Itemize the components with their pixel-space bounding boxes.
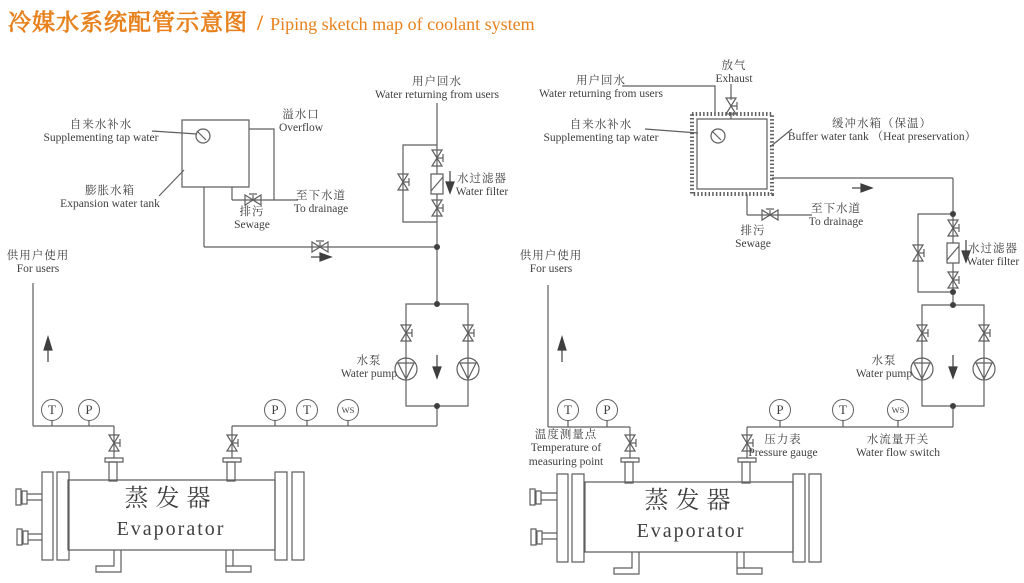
label-zh: 用户回水 xyxy=(412,76,462,88)
label-en: Water returning from users xyxy=(375,89,499,102)
gauge-water-switch xyxy=(887,399,909,421)
float-valve-icon xyxy=(196,129,210,143)
label-zh: 水泵 xyxy=(356,355,382,367)
left-diagram xyxy=(16,103,479,572)
label-en: Water returning from users xyxy=(539,88,663,101)
label-zh: 供用户使用 xyxy=(6,250,70,262)
gauge-water-switch xyxy=(337,399,359,421)
gauge-letter: T xyxy=(564,402,572,417)
temperature-point-label xyxy=(529,429,603,469)
gauge-pressure xyxy=(264,399,286,421)
water-pump-label-right xyxy=(856,355,912,382)
label-en: Evaporator xyxy=(636,519,746,542)
gauge-letter: WS xyxy=(891,405,905,415)
gauge-temperature xyxy=(832,399,854,421)
label-en: Pressure gauge xyxy=(748,447,818,460)
label-zh: 水流量开关 xyxy=(866,434,930,446)
label-zh: 水过滤器 xyxy=(967,243,1018,255)
gauge-letter: P xyxy=(603,402,611,417)
valve-icon xyxy=(625,98,990,451)
user-return-label-left xyxy=(375,76,499,103)
vessel-leg xyxy=(96,550,121,572)
evaporator-label-left xyxy=(117,486,226,541)
label-en: Expansion water tank xyxy=(60,198,160,211)
label-en: Supplementing tap water xyxy=(43,132,159,145)
for-users-label-right xyxy=(520,250,583,277)
label-en: For users xyxy=(16,263,60,276)
label-en: For users xyxy=(529,263,573,276)
supplement-label-right xyxy=(544,119,659,146)
label-en: Exhaust xyxy=(715,73,753,86)
gauge-pressure xyxy=(596,399,618,421)
label-zh: 压力表 xyxy=(764,434,802,446)
label-zh: 蒸发器 xyxy=(644,488,738,514)
label-zh: 自来水补水 xyxy=(569,119,633,131)
label-zh: 缓冲水箱（保温） xyxy=(831,118,932,130)
for-users-label-left xyxy=(7,250,70,277)
water-filter-icon xyxy=(947,243,959,263)
gauge-temperature xyxy=(557,399,579,421)
label-en: Evaporator xyxy=(116,517,226,540)
drainage-label-left xyxy=(294,190,348,217)
title-divider: / xyxy=(257,10,264,35)
supplement-label-left xyxy=(44,119,159,146)
pressure-gauge-label xyxy=(748,434,817,461)
label-zh: 供用户使用 xyxy=(519,250,583,262)
label-en: Temperature of xyxy=(530,442,602,455)
side-nozzle xyxy=(16,489,42,545)
label-en: Buffer water tank （Heat preservation） xyxy=(787,131,977,144)
overflow-label xyxy=(279,109,323,136)
label-en: To drainage xyxy=(808,216,864,229)
gauge-letter: P xyxy=(271,402,279,417)
gauge-temperature xyxy=(296,399,318,421)
label-en: Water flow switch xyxy=(855,447,941,460)
side-nozzle xyxy=(530,489,557,545)
gauge-letter: T xyxy=(839,402,847,417)
water-filter-icon xyxy=(431,174,443,194)
gauge-letter: T xyxy=(303,402,311,417)
vessel-leg xyxy=(614,552,639,574)
label-zh: 温度测量点 xyxy=(534,429,598,441)
expansion-tank xyxy=(182,120,249,187)
label-en: Water pump xyxy=(855,368,913,381)
flow-arrow xyxy=(558,184,970,378)
sewage-label-right xyxy=(735,225,771,252)
label-zh: 用户回水 xyxy=(576,75,626,87)
gauge-pressure xyxy=(769,399,791,421)
sewage-label-left xyxy=(234,206,270,233)
label-en: Overflow xyxy=(278,122,324,135)
gauge-letter: WS xyxy=(341,405,355,415)
label-en: Supplementing tap water xyxy=(543,132,659,145)
buffer-tank xyxy=(692,114,772,194)
evaporator-label-right xyxy=(637,488,746,543)
label-zh: 排污 xyxy=(740,225,766,237)
water-pump-label-left xyxy=(341,355,397,382)
float-valve-icon xyxy=(711,129,725,143)
label-en: Water filter xyxy=(966,256,1020,269)
buffer-tank-label xyxy=(788,118,976,145)
label-zh: 膨胀水箱 xyxy=(84,185,135,197)
label-zh: 放气 xyxy=(721,60,747,72)
right-diagram xyxy=(530,84,995,574)
label-zh: 自来水补水 xyxy=(69,119,133,131)
label-zh: 至下水道 xyxy=(811,203,861,215)
label-zh: 蒸发器 xyxy=(124,486,218,512)
water-filter-label-right xyxy=(967,243,1019,270)
label-en: Sewage xyxy=(234,219,270,232)
gauge-letter: T xyxy=(48,402,56,417)
label-zh: 排污 xyxy=(239,206,265,218)
exhaust-label xyxy=(715,60,752,87)
label-zh: 溢水口 xyxy=(282,109,320,121)
title-zh: 冷媒水系统配管示意图 xyxy=(8,9,248,35)
label-en: Water filter xyxy=(455,186,509,199)
label-en: To drainage xyxy=(293,203,349,216)
label-en: measuring point xyxy=(528,455,604,468)
drainage-label-right xyxy=(809,203,863,230)
label-zh: 水过滤器 xyxy=(456,173,507,185)
user-return-label-right xyxy=(539,75,663,102)
vessel-leg xyxy=(737,552,762,574)
water-filter-label-left xyxy=(456,173,508,200)
gauge-letter: P xyxy=(776,402,784,417)
label-zh: 水泵 xyxy=(871,355,897,367)
vessel-leg xyxy=(226,550,251,572)
title-en: Piping sketch map of coolant system xyxy=(270,14,535,34)
label-en: Water pump xyxy=(340,368,398,381)
gauge-temperature xyxy=(41,399,63,421)
flow-switch-label xyxy=(856,434,940,461)
gauge-pressure xyxy=(78,399,100,421)
label-zh: 至下水道 xyxy=(296,190,346,202)
gauge-letter: P xyxy=(85,402,93,417)
label-en: Sewage xyxy=(735,238,771,251)
expansion-tank-label xyxy=(60,185,160,212)
